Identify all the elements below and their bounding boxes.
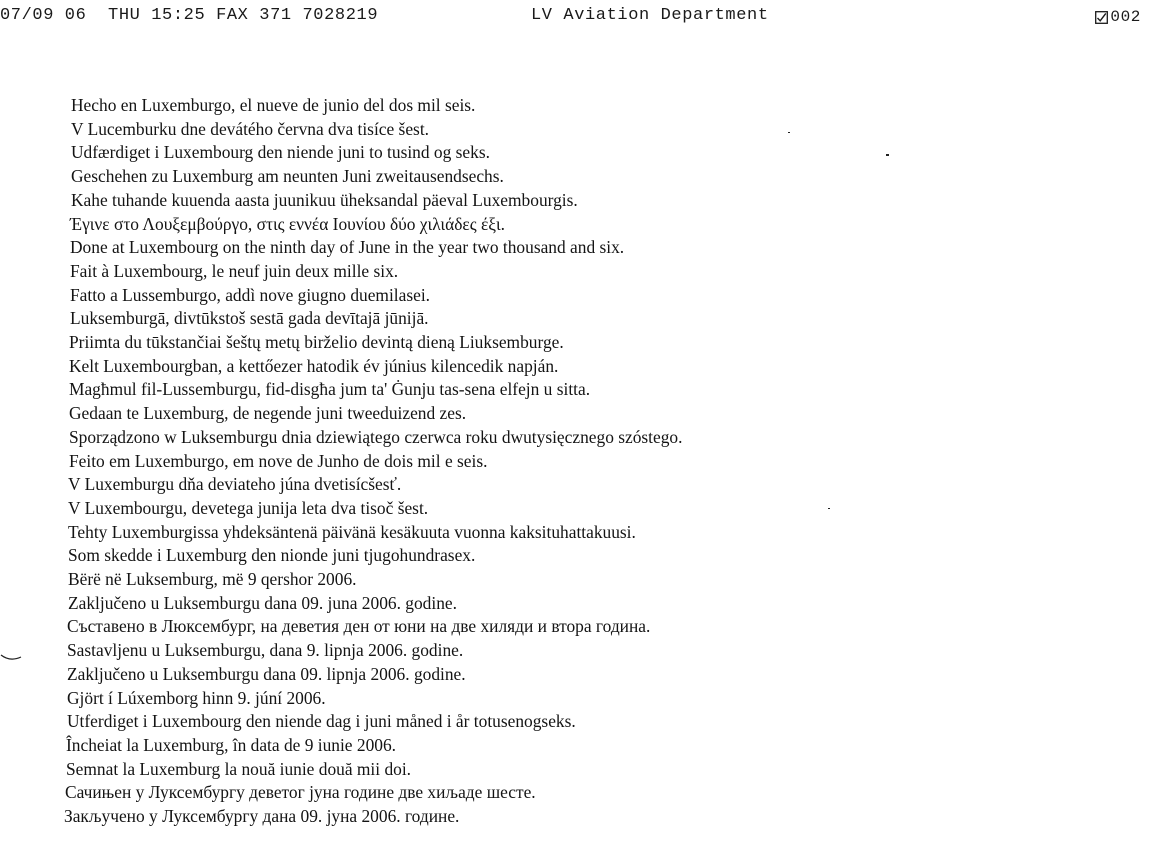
clause-line-el: Έγινε στο Λουξεμβούργο, στις εννέα Ιουνίου δύο χιλιάδες έξι. [70, 213, 506, 234]
clause-line-hu: Kelt Luxembourgban, a kettőezer hatodik év június kilencedik napján. [69, 355, 559, 376]
clause-line-et: Kahe tuhande kuuenda aasta juunikuu üheksandal päeval Luxembourgis. [71, 189, 578, 210]
fax-page-indicator [1095, 8, 1141, 26]
clause-line-da: Udfærdiget i Luxembourg den niende juni to tusind og seks. [71, 142, 490, 163]
clause-line-lv: Luksemburgā, divtūkstoš sestā gada devītajā jūnijā. [70, 308, 429, 329]
signature-clause-list [64, 94, 683, 829]
clause-line-cs: V Lucemburku dne devátého června dva tisíce šest. [71, 118, 429, 139]
fax-header [0, 6, 1150, 30]
clause-line-sv: Som skedde i Luxemburg den nionde juni tjugohundrasex. [68, 545, 476, 566]
fax-time: 15:25 [151, 6, 206, 25]
clause-line-pt: Feito em Luxemburgo, em nove de Junho de dois mil e seis. [69, 450, 488, 471]
scan-speck [886, 154, 889, 156]
fax-day: THU [108, 6, 141, 25]
fax-page-number: 002 [1110, 8, 1141, 26]
fax-date: 07/09 06 [0, 6, 87, 25]
clause-line-en: Done at Luxembourg on the ninth day of June in the year two thousand and six. [70, 237, 625, 258]
fax-label: FAX [216, 6, 249, 25]
clause-line-sk: V Luxemburgu dňa deviateho júna dvetisícšesť. [68, 474, 402, 495]
clause-line-fi: Tehty Luxemburgissa yhdeksäntenä päivänä kesäkuuta vuonna kaksituhattakuusi. [68, 521, 636, 542]
clause-line-me: Zaključeno u Luksemburgu dana 09. lipnja 2006. godine. [67, 663, 466, 684]
clause-line-sl: V Luxembourgu, devetega junija leta dva tisoč šest. [68, 497, 429, 518]
scan-speck [828, 508, 830, 509]
clause-line-bg: Съставено в Люксембург, на деветия ден от юни на две хиляди и втора година. [67, 616, 651, 637]
clause-line-sr: Сачињен у Луксембургу деветог јуна године две хиљаде шесте. [65, 782, 536, 803]
scan-edge-mark [0, 646, 24, 664]
clause-line-ro-signed: Semnat la Luxemburg la nouă iunie două mii doi. [66, 758, 412, 779]
clause-line-pl: Sporządzono w Luksemburgu dnia dziewiątego czerwca roku dwutysięcznego szóstego. [69, 426, 683, 447]
clause-line-de: Geschehen zu Luxemburg am neunten Juni zweitausendsechs. [71, 166, 504, 187]
clause-line-mt: Magħmul fil-Lussemburgu, fid-disgħa jum ta' Ġunju tas-sena elfejn u sitta. [69, 379, 591, 400]
clause-line-sq: Bërë në Luksemburg, më 9 qershor 2006. [68, 569, 357, 590]
clause-line-nl: Gedaan te Luxemburg, de negende juni tweeduizend zes. [69, 403, 467, 424]
clause-line-ro: Încheiat la Luxemburg, în data de 9 iunie 2006. [66, 734, 397, 755]
clause-line-mk: Закључено у Луксембургу дана 09. јуна 2006. године. [64, 806, 460, 827]
clause-line-it: Fatto a Lussemburgo, addì nove giugno duemilasei. [70, 284, 430, 305]
clause-line-es: Hecho en Luxemburgo, el nueve de junio del dos mil seis. [71, 95, 476, 115]
clause-line-lt: Priimta du tūkstančiai šeštų metų birželio devintą dieną Liuksemburge. [69, 332, 564, 353]
clause-line-no: Utferdiget i Luxembourg den niende dag i juni måned i år totusenogseks. [67, 711, 576, 732]
clause-line-fr: Fait à Luxembourg, le neuf juin deux mille six. [70, 260, 399, 281]
scan-speck [788, 132, 790, 133]
clause-line-is: Gjört í Lúxemborg hinn 9. júní 2006. [67, 687, 326, 708]
clause-line-hr: Sastavljenu u Luksemburgu, dana 9. lipnja 2006. godine. [67, 640, 464, 661]
fax-sender: LV Aviation Department [531, 6, 769, 25]
fax-transmission-meta [0, 6, 378, 25]
fax-number: 371 7028219 [259, 6, 379, 25]
checked-box-icon [1095, 11, 1108, 24]
clause-line-bs: Zaključeno u Luksemburgu dana 09. juna 2006. godine. [68, 592, 457, 613]
